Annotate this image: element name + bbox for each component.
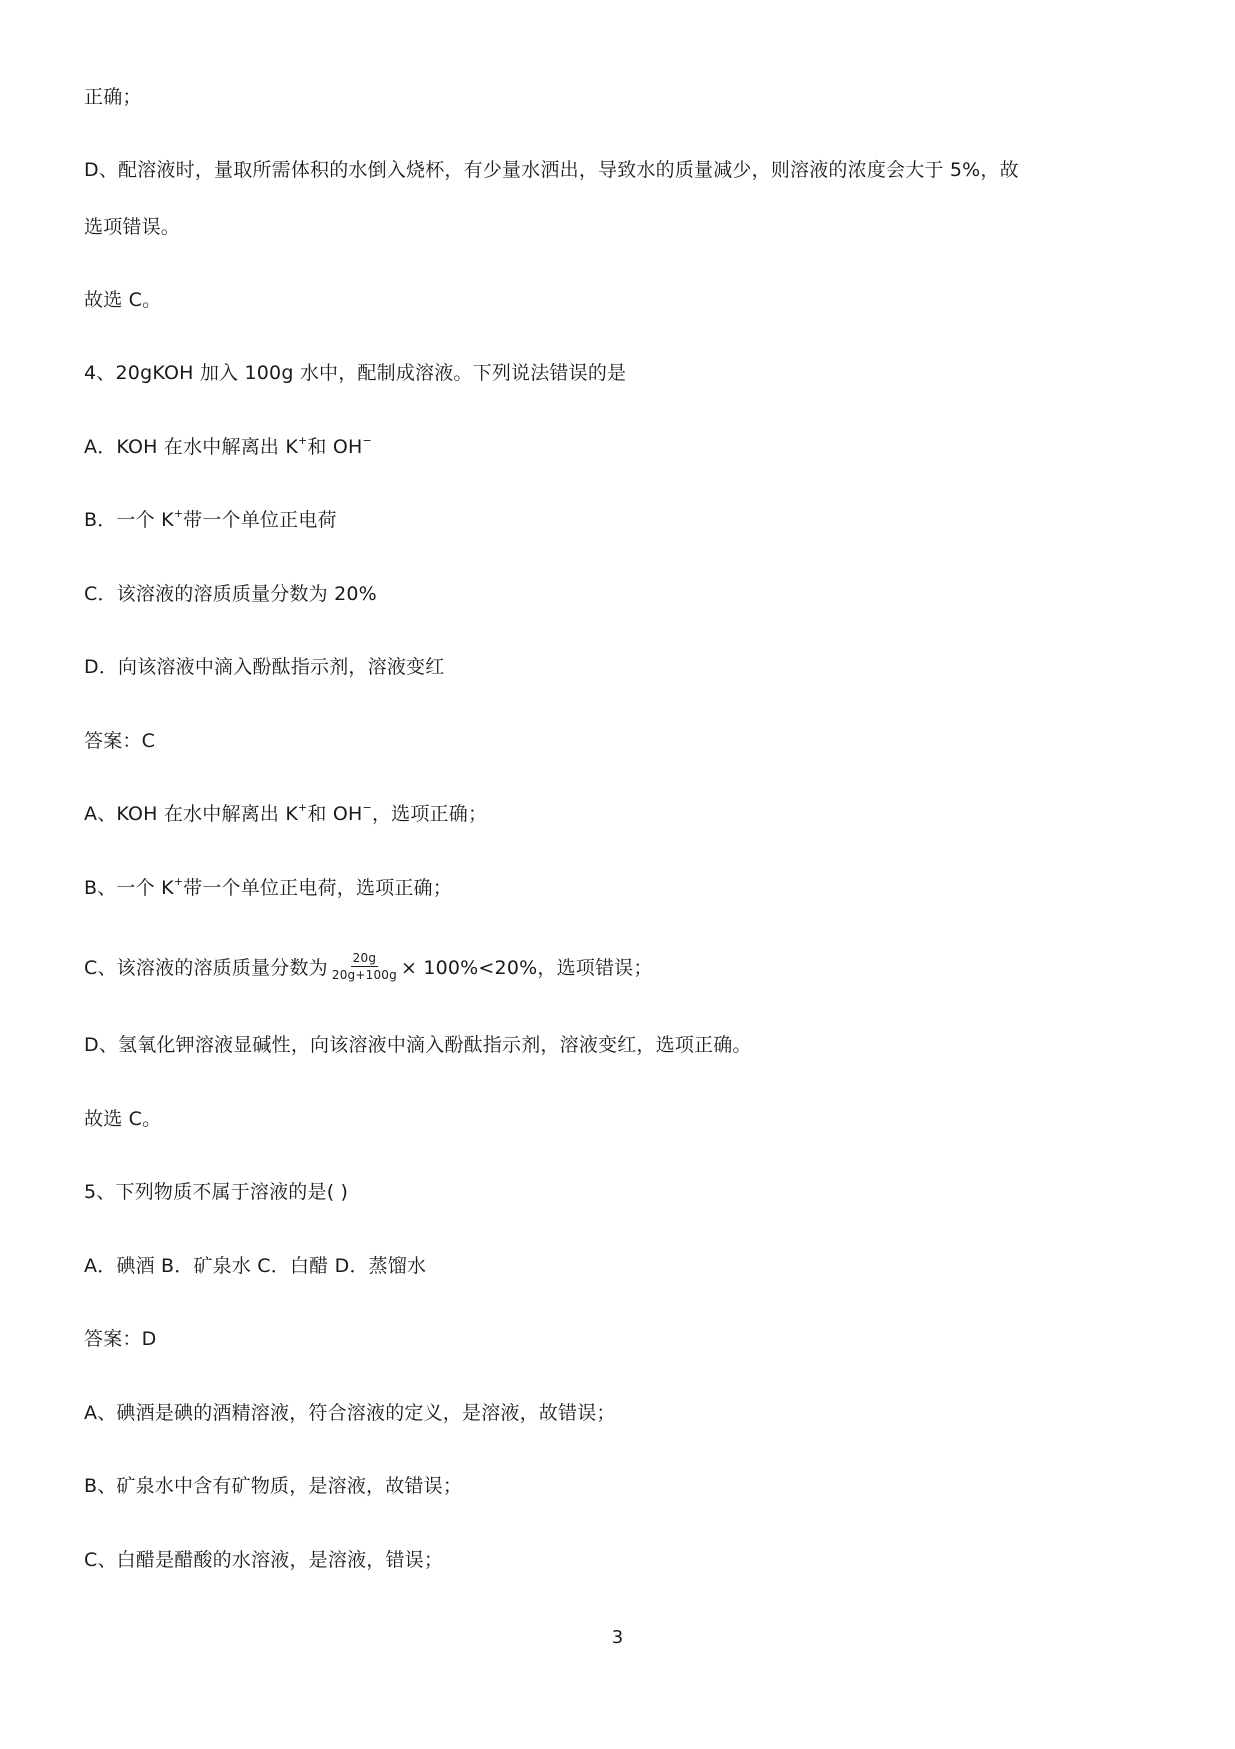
option-a	[84, 434, 372, 460]
answer-line	[84, 728, 155, 754]
text-span: 答案：D	[84, 1328, 157, 1350]
text-span: A．碘酒 B．矿泉水 C．白醋 D．蒸馏水	[84, 1255, 427, 1277]
text-span: 选项错误。	[84, 216, 181, 238]
text-span: 带一个单位正电荷	[183, 509, 337, 531]
text-span: 正确；	[84, 86, 142, 108]
option-d	[84, 654, 444, 680]
question-5-stem	[84, 1179, 348, 1205]
explanation-d	[84, 1032, 752, 1058]
explanation-a	[84, 801, 487, 827]
question-4-stem	[84, 360, 626, 386]
text-line	[84, 214, 180, 240]
text-span: C、该溶液的溶质质量分数为	[84, 957, 328, 979]
superscript: −	[362, 800, 372, 814]
text-span: D、氢氧化钾溶液显碱性，向该溶液中滴入酚酞指示剂，溶液变红，选项正确。	[84, 1034, 752, 1056]
text-span: C、白醋是醋酸的水溶液，是溶液，错误；	[84, 1549, 444, 1571]
text-span: D．向该溶液中滴入酚酞指示剂，溶液变红	[84, 656, 445, 678]
text-span: 答案：C	[84, 730, 156, 752]
text-span: C．该溶液的溶质质量分数为 20%	[84, 583, 377, 605]
superscript: +	[298, 800, 308, 814]
text-span: 和 OH	[307, 803, 363, 825]
page-number: 3	[611, 1627, 624, 1648]
text-span: 故选 C。	[84, 1108, 162, 1130]
text-line	[84, 287, 161, 313]
text-span: B．一个 K	[84, 509, 174, 531]
explanation-c	[84, 1547, 443, 1573]
explanation-c	[84, 953, 653, 984]
fraction-denominator: 20g+100g	[331, 968, 397, 982]
conclusion-line	[84, 1106, 161, 1132]
explanation-a	[84, 1400, 616, 1426]
fraction-numerator: 20g	[352, 951, 377, 965]
superscript: +	[173, 506, 184, 520]
text-span: A．KOH 在水中解离出 K	[84, 436, 298, 458]
text-span: 和 OH	[307, 436, 363, 458]
text-span: ，选项正确；	[371, 803, 488, 825]
text-span: 带一个单位正电荷，选项正确；	[183, 877, 452, 899]
text-span: 故选 C。	[84, 289, 162, 311]
superscript: +	[173, 874, 184, 888]
text-line	[84, 84, 142, 110]
fraction	[330, 951, 399, 982]
answer-line	[84, 1326, 156, 1352]
text-span: A、碘酒是碘的酒精溶液，符合溶液的定义，是溶液，故错误；	[84, 1402, 616, 1424]
text-span: D、配溶液时，量取所需体积的水倒入烧杯，有少量水洒出，导致水的质量减少，则溶液的浓度会大于 5%，故	[84, 159, 1019, 181]
superscript: −	[362, 433, 372, 447]
text-span: × 100%<20%，选项错误；	[400, 957, 653, 979]
text-span: 5、下列物质不属于溶液的是( )	[84, 1181, 349, 1203]
text-span: B、矿泉水中含有矿物质，是溶液，故错误；	[84, 1475, 463, 1497]
explanation-b	[84, 1473, 462, 1499]
option-b	[84, 507, 337, 533]
text-span: B、一个 K	[84, 877, 174, 899]
option-c	[84, 581, 377, 607]
explanation-b	[84, 875, 452, 901]
text-line	[84, 157, 1019, 183]
superscript: +	[298, 433, 308, 447]
text-span: A、KOH 在水中解离出 K	[84, 803, 298, 825]
text-span: 4、20gKOH 加入 100g 水中，配制成溶液。下列说法错误的是	[84, 362, 627, 384]
question-5-options	[84, 1253, 426, 1279]
